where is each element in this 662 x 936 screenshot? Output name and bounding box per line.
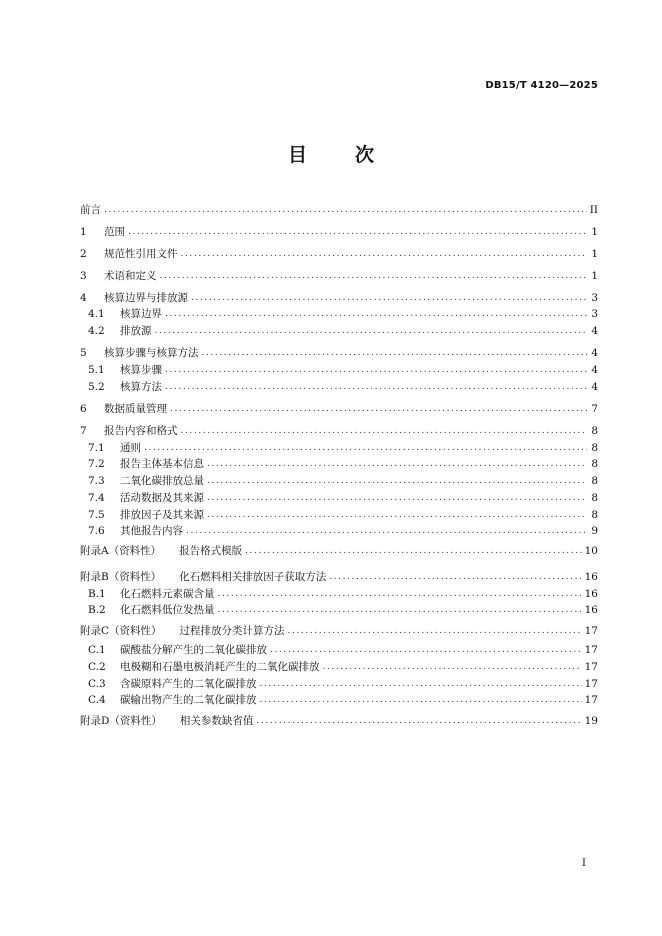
toc-entry[interactable] (88, 523, 598, 539)
toc-leader-dots (218, 586, 582, 602)
toc-entry-number: 5.2 (88, 381, 105, 393)
toc-entry-title: 范围 (104, 226, 125, 238)
toc-entry[interactable] (88, 642, 598, 658)
toc-entry[interactable] (88, 586, 598, 602)
toc-entry-title: 排放源 (120, 325, 152, 337)
toc-entry-title: 数据质量管理 (104, 403, 167, 415)
toc-entry-number: B.1 (88, 588, 106, 600)
toc-entry-page: 7 (591, 403, 598, 415)
toc-leader-dots (170, 401, 587, 417)
toc-entry-title: 术语和定义 (104, 270, 157, 282)
toc-entry-title: 化石燃料相关排放因子获取方法 (179, 571, 327, 583)
toc-entry[interactable] (88, 507, 598, 523)
toc-entry-title: 过程排放分类计算方法 (179, 625, 285, 637)
toc-entry-number: 7.2 (88, 458, 105, 470)
toc-entry[interactable] (80, 246, 598, 262)
toc-leader-dots (181, 423, 588, 439)
title-char: 次 (355, 144, 375, 166)
title-char: 目 (287, 144, 307, 166)
toc-entry-title: 活动数据及其来源 (120, 492, 204, 504)
toc-entry[interactable] (80, 423, 598, 439)
toc-entry-title: 核算边界 (120, 308, 162, 320)
toc-entry-title: 核算边界与排放源 (104, 292, 188, 304)
toc-entry[interactable] (88, 440, 598, 456)
toc-entry-title: 其他报告内容 (120, 525, 183, 537)
toc-entry-title: 报告内容和格式 (104, 425, 178, 437)
toc-entry-page: 8 (591, 442, 598, 454)
toc-leader-dots (181, 246, 588, 262)
toc-entry-number: C.1 (88, 644, 106, 656)
toc-entry-page: 1 (591, 270, 598, 282)
page-number: I (582, 858, 586, 869)
toc-entry-number: 5.1 (88, 364, 105, 376)
toc-entry-number: 4 (80, 292, 87, 304)
toc-entry-title: 碳输出物产生的二氧化碳排放 (120, 694, 257, 706)
toc-leader-dots (207, 490, 587, 506)
toc-entry-title: 通则 (120, 442, 141, 454)
toc-entry-page: 17 (584, 644, 598, 656)
toc-entry-page: 8 (591, 475, 598, 487)
toc-entry-page: II (589, 204, 598, 216)
toc-entry-page: 9 (591, 525, 598, 537)
toc-entry-title: 规范性引用文件 (104, 248, 178, 260)
toc-entry-number: 5 (80, 347, 87, 359)
toc-leader-dots (260, 692, 582, 708)
toc-entry[interactable] (80, 224, 598, 240)
toc-leader-dots (323, 659, 582, 675)
toc-entry-number: C.4 (88, 694, 106, 706)
toc-entry[interactable] (80, 401, 598, 417)
toc-entry-number: 4.2 (88, 325, 105, 337)
toc-leader-dots (256, 713, 581, 729)
toc-entry-title: 报告主体基本信息 (120, 458, 204, 470)
toc-entry-number: 7.4 (88, 492, 105, 504)
toc-leader-dots (155, 323, 588, 339)
toc-entry-page: 8 (591, 425, 598, 437)
toc-entry-page: 3 (591, 308, 598, 320)
toc-entry[interactable] (88, 323, 598, 339)
toc-entry[interactable] (80, 290, 598, 306)
toc-leader-dots (245, 543, 582, 559)
toc-leader-dots (191, 290, 587, 306)
toc-entry[interactable] (80, 713, 598, 729)
toc-entry-number: 4.1 (88, 308, 105, 320)
toc-leader-dots (144, 440, 587, 456)
toc-entry-title: 核算步骤与核算方法 (104, 347, 199, 359)
toc-entry-title: 核算步骤 (120, 364, 162, 376)
toc-entry-title: 化石燃料元素碳含量 (120, 588, 215, 600)
toc-entry-page: 1 (591, 226, 598, 238)
toc-entry-number: 2 (80, 248, 87, 260)
toc-entry-page: 1 (591, 248, 598, 260)
toc-entry[interactable] (88, 692, 598, 708)
toc-entry-title: 电极糊和石墨电极消耗产生的二氧化碳排放 (120, 661, 320, 673)
toc-entry-page: 8 (591, 492, 598, 504)
toc-entry[interactable] (80, 623, 598, 639)
toc-leader-dots (270, 642, 582, 658)
toc-leader-dots (207, 473, 587, 489)
toc-entry-page: 17 (584, 661, 598, 673)
toc-entry-page: 17 (584, 625, 598, 637)
toc-entry-number: C.3 (88, 678, 106, 690)
toc-entry-title: 排放因子及其来源 (120, 509, 204, 521)
toc-leader-dots (104, 202, 587, 218)
toc-entry[interactable] (80, 202, 598, 218)
toc-entry-number: 3 (80, 270, 87, 282)
toc-entry-number: 6 (80, 403, 87, 415)
toc-leader-dots (160, 268, 588, 284)
toc-entry[interactable] (80, 268, 598, 284)
toc-leader-dots (218, 602, 582, 618)
toc-leader-dots (329, 569, 581, 585)
toc-entry-title: 化石燃料低位发热量 (120, 604, 215, 616)
toc-entry-number: 7.6 (88, 525, 105, 537)
toc-entry-number: 7 (80, 425, 87, 437)
toc-entry-number: 附录D（资料性） (80, 715, 162, 727)
toc-leader-dots (186, 523, 587, 539)
toc-entry[interactable] (88, 659, 598, 675)
toc-leader-dots (128, 224, 587, 240)
toc-leader-dots (202, 345, 588, 361)
toc-entry[interactable] (88, 473, 598, 489)
toc-entry[interactable] (88, 602, 598, 618)
toc-leader-dots (288, 623, 582, 639)
toc-entry-page: 17 (584, 678, 598, 690)
toc-entry[interactable] (88, 362, 598, 378)
toc-entry-page: 4 (591, 325, 598, 337)
toc-entry-page: 4 (591, 381, 598, 393)
toc-entry-page: 10 (584, 545, 598, 557)
toc-entry-number: 7.1 (88, 442, 105, 454)
toc-entry-number: 7.3 (88, 475, 105, 487)
toc-entry-title: 碳酸盐分解产生的二氧化碳排放 (120, 644, 267, 656)
toc-entry-number: 7.5 (88, 509, 105, 521)
toc-entry-title: 二氧化碳排放总量 (120, 475, 204, 487)
toc-entry-number: 附录A（资料性） (80, 545, 162, 557)
toc-leader-dots (165, 362, 587, 378)
toc-leader-dots (207, 456, 587, 472)
toc-leader-dots (165, 306, 587, 322)
toc-entry-title: 含碳原料产生的二氧化碳排放 (120, 678, 257, 690)
toc-entry-number: 1 (80, 226, 87, 238)
toc-entry-title: 相关参数缺省值 (179, 715, 254, 727)
toc-leader-dots (207, 507, 587, 523)
toc-leader-dots (165, 379, 587, 395)
toc-entry-number: 附录C（资料性） (80, 625, 162, 637)
toc-entry[interactable] (88, 379, 598, 395)
toc-entry[interactable] (80, 345, 598, 361)
toc-entry-page: 17 (584, 694, 598, 706)
toc-entry-page: 4 (591, 364, 598, 376)
toc-leader-dots (260, 676, 582, 692)
toc-entry[interactable] (88, 456, 598, 472)
toc-entry[interactable] (88, 676, 598, 692)
toc-entry-page: 16 (584, 571, 598, 583)
toc-entry-page: 19 (584, 715, 598, 727)
page-title (0, 140, 662, 167)
toc-entry[interactable] (80, 569, 598, 585)
toc-entry-page: 4 (591, 347, 598, 359)
toc-entry-page: 8 (591, 458, 598, 470)
toc-entry-title: 前言 (80, 204, 101, 216)
toc-entry-page: 3 (591, 292, 598, 304)
toc-entry-number: B.2 (88, 604, 106, 616)
toc-entry-number: C.2 (88, 661, 106, 673)
toc-entry-page: 8 (591, 509, 598, 521)
toc-entry[interactable] (88, 490, 598, 506)
toc-entry-title: 核算方法 (120, 381, 162, 393)
toc-entry-page: 16 (584, 588, 598, 600)
toc-entry-number: 附录B（资料性） (80, 571, 162, 583)
document-code: DB15/T 4120—2025 (485, 80, 598, 91)
toc-entry[interactable] (88, 306, 598, 322)
toc-entry-page: 16 (584, 604, 598, 616)
toc-entry[interactable] (80, 543, 598, 559)
toc-entry-title: 报告格式模版 (179, 545, 243, 557)
